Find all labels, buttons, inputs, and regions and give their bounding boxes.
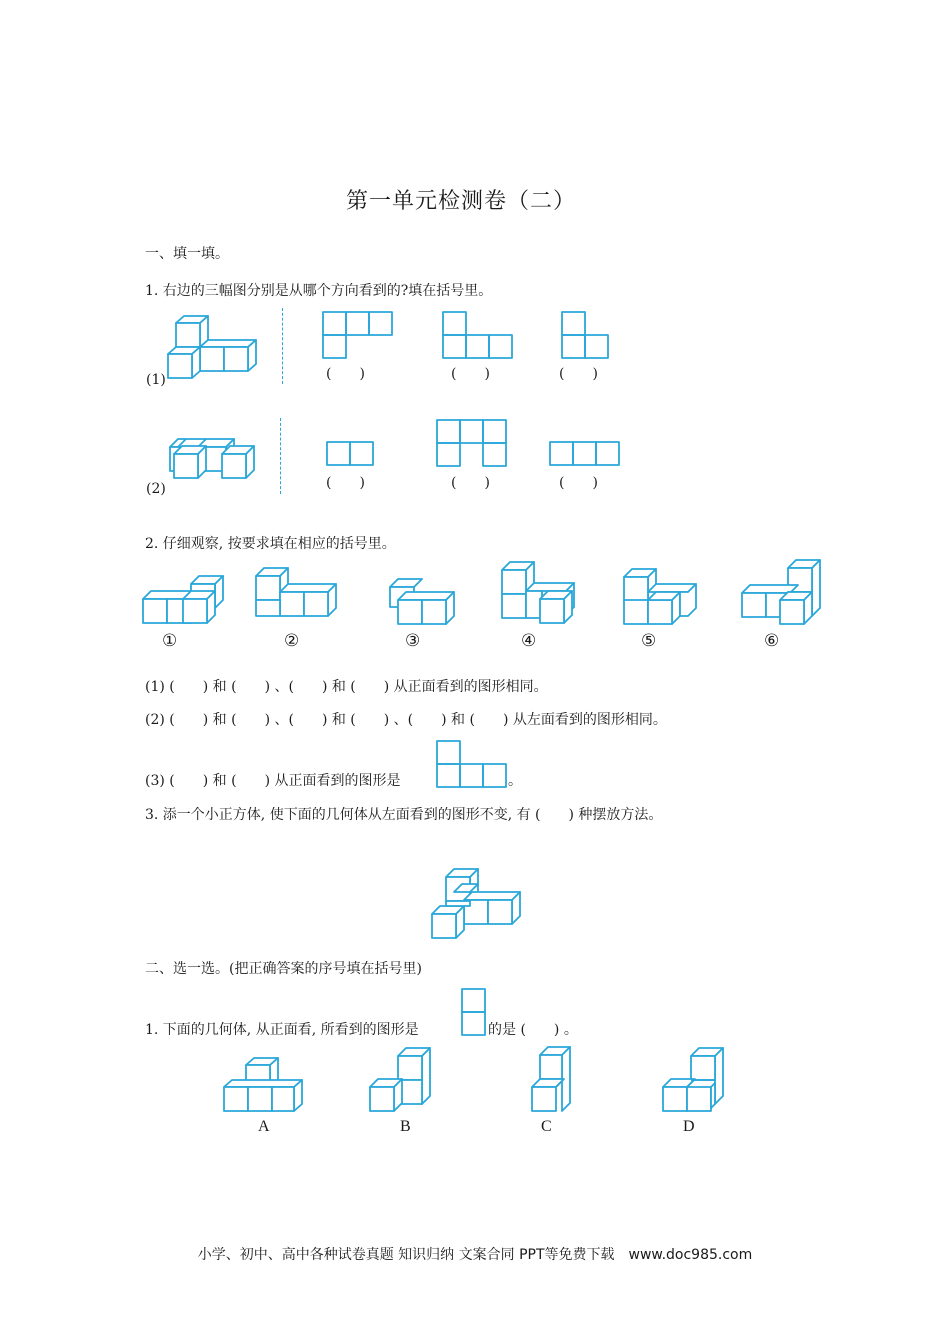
q2-sub-1[interactable]: (1) ( ) 和 ( ) 、( ) 和 ( ) 从正面看到的图形相同。 [145,679,548,695]
option-d-label[interactable]: D [683,1118,695,1135]
row1-view-a [322,311,394,359]
q2-solid-5 [622,569,702,625]
option-a-solid [222,1058,306,1112]
row1-answer-a[interactable]: ( ) [326,366,365,382]
row2-answer-c[interactable]: ( ) [559,475,598,491]
q2-sub-3-shape [436,740,508,789]
option-c-label[interactable]: C [541,1118,552,1135]
row2-cube-solid [166,438,256,480]
question-1-text: 1. 右边的三幅图分别是从哪个方向看到的?填在括号里。 [145,283,493,299]
row1-view-b [442,311,514,359]
q2-label-5: ⑤ [641,631,657,651]
option-b-solid [368,1047,436,1113]
q3-solid [430,868,522,940]
s2-question-1-text: 1. 下面的几何体, 从正面看, 所看到的图形是 [145,1022,419,1038]
q2-sub-2[interactable]: (2) ( ) 和 ( ) 、( ) 和 ( ) 、( ) 和 ( ) 从左面看到的图形相同。 [145,712,667,728]
q2-solid-6 [740,559,824,625]
row1-answer-b[interactable]: ( ) [451,366,490,382]
s2-question-1-shape [461,988,487,1037]
q2-solid-4 [500,561,584,625]
q2-sub-3[interactable]: (3) ( ) 和 ( ) 从正面看到的图形是 [145,773,401,789]
section2-heading: 二、选一选。(把正确答案的序号填在括号里) [145,961,422,977]
option-d-solid [661,1047,729,1113]
row2-view-b [436,419,508,467]
row2-separator [280,418,281,494]
q2-sub-3-end: 。 [508,773,522,789]
row2-view-c [549,441,621,467]
row1-cube-solid [164,314,256,380]
q2-label-1: ① [162,631,178,651]
option-b-label[interactable]: B [400,1118,411,1135]
q2-label-4: ④ [521,631,537,651]
option-c-solid [530,1047,572,1113]
q2-solid-3 [386,577,466,625]
row1-answer-c[interactable]: ( ) [559,366,598,382]
question-2-text: 2. 仔细观察, 按要求填在相应的括号里。 [145,536,396,552]
q2-solid-1 [141,574,231,624]
row1-label: (1) [146,372,166,388]
row1-separator [282,308,283,384]
row2-view-a [326,441,375,467]
option-a-label[interactable]: A [258,1118,270,1135]
row2-answer-b[interactable]: ( ) [451,475,490,491]
page-title: 第一单元检测卷（二） [346,189,577,214]
page-footer: 小学、初中、高中各种试卷真题 知识归纳 文案合同 PPT等免费下载 www.doc985.com [197,1247,753,1263]
row2-label: (2) [146,481,166,497]
q2-solid-2 [252,567,344,619]
s2-question-1-end[interactable]: 的是 ( ) 。 [488,1022,578,1038]
q2-label-2: ② [284,631,300,651]
question-3-text[interactable]: 3. 添一个小正方体, 使下面的几何体从左面看到的图形不变, 有 ( ) 种摆放方法。 [145,807,663,823]
row1-view-c [561,311,610,359]
section1-heading: 一、填一填。 [145,246,229,262]
row2-answer-a[interactable]: ( ) [326,475,365,491]
q2-label-6: ⑥ [764,631,780,651]
q2-label-3: ③ [405,631,421,651]
